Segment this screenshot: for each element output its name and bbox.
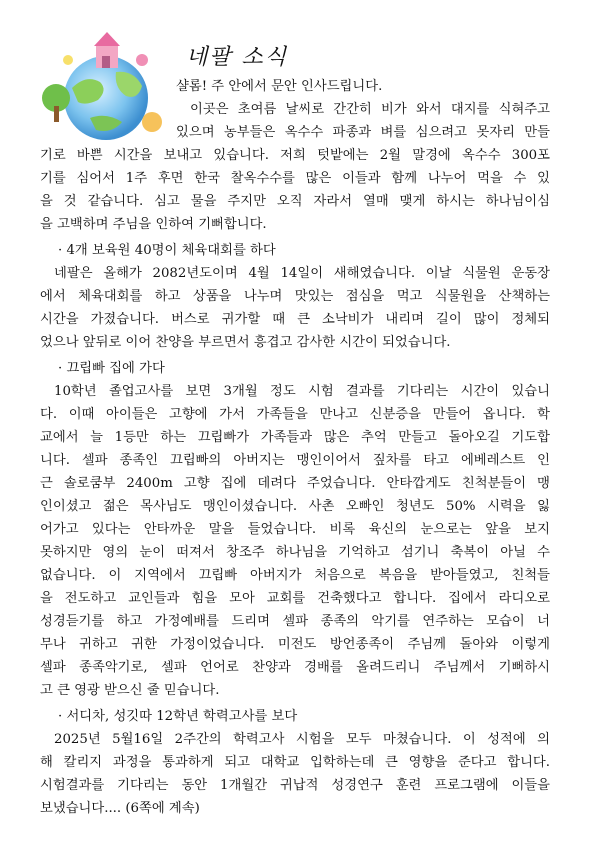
section-line: 근 솔로쿰부 2400m 고향 집에 데려다 주었습니다. 안타깝게도 친척분들이 맹 (40, 476, 550, 491)
section-line: 에서 체육대회를 하고 상품을 나누며 맛있는 점심을 먹고 식물원을 산책하는 (40, 289, 550, 304)
section-line: 2025년 5월16일 2주간의 학력고사 시험을 모두 마쳤습니다. 이 성적에 의 (54, 732, 550, 747)
intro-line: 이곳은 초여름 날씨로 간간히 비가 와서 대지를 식혀주고 (190, 102, 550, 117)
section-line: 보냈습니다.... (6쪽에 계속) (40, 801, 200, 816)
intro-line: 있으며 농부들은 옥수수 파종과 벼를 심으려고 못자리 만들 (176, 125, 550, 140)
section-heading: · 끄립빠 집에 가다 (58, 361, 165, 376)
globe-castle-icon (38, 26, 168, 144)
section-line: 다. 이때 아이들은 고향에 가서 가족들을 만나고 신분증을 만들어 옵니다. 학 (40, 407, 550, 422)
section-line: 10학년 졸업고사를 보면 3개월 정도 시험 결과를 기다리는 시간이 있습니 (54, 384, 550, 399)
section-line: 어가고 있다는 안타까운 말을 들었습니다. 비록 육신의 눈으로는 앞을 보지 (40, 522, 550, 537)
section-line: 해 칼리지 과정을 통과하게 되고 대학교 입학하는데 큰 영향을 준다고 합니다. (40, 755, 550, 770)
intro-line: 기를 심어서 1주 후면 한국 찰옥수수를 많은 이들과 함께 나누어 먹을 수 있 (40, 171, 550, 186)
intro-line: 을 고백하며 주님을 인하여 기뻐합니다. (40, 217, 267, 232)
section-line: 었으나 앞뒤로 이어 찬양을 부르면서 흥겹고 감사한 시간이 되었습니다. (40, 335, 451, 350)
section-line: 셀파 종족악기로, 셀파 언어로 찬양과 경배를 올려드리니 주님께서 기뻐하시 (40, 660, 550, 675)
section-heading: · 서디차, 성깃따 12학년 학력고사를 보다 (58, 709, 298, 724)
intro-line: 기로 바쁜 시간을 보내고 있습니다. 저희 텃밭에는 2월 말경에 옥수수 300포 (40, 148, 550, 163)
intro-line: 샬롬! 주 안에서 문안 인사드립니다. (176, 79, 383, 94)
section-line: 시험결과를 기다리는 동안 1개월간 귀납적 성경연구 훈련 프로그램에 이들을 (40, 778, 550, 793)
section-line: 네팔은 올해가 2082년도이며 4월 14일이 새해였습니다. 이날 식물원 운동장 (54, 266, 550, 281)
section-line: 교에서 늘 1등만 하는 끄립빠가 가족들과 많은 추억 만들고 돌아오길 기도합 (40, 430, 550, 445)
section-line: 무나 귀하고 귀한 가정이었습니다. 미전도 방언종족이 주님께 돌아와 이렇게 (40, 637, 550, 652)
intro-line: 을 것 같습니다. 심고 물을 주지만 오직 자라서 열매 맺게 하시는 하나님이심 (40, 194, 550, 209)
section-line: 인이셨고 젊은 목사님도 맹인이셨습니다. 사촌 오빠인 청년도 50% 시력을 잃 (40, 499, 550, 514)
section-line: 성경듣기를 하고 가정예배를 드리며 셀파 종족의 악기를 연주하는 모습이 너 (40, 614, 550, 629)
section-line: 시간을 가졌습니다. 버스로 귀가할 때 큰 소낙비가 내리며 길이 많이 정체되 (40, 312, 550, 327)
section-line: 니다. 셀파 종족인 끄립빠의 아버지는 맹인이어서 짚차를 타고 에베레스트 인 (40, 453, 550, 468)
newsletter-title: 네팔 소식 (186, 45, 289, 70)
section-heading: · 4개 보육원 40명이 체육대회를 하다 (58, 243, 276, 258)
section-line: 을 전도하고 교인들과 힘을 모아 교회를 건축했다고 합니다. 집에서 라디오로 (40, 591, 550, 606)
section-line: 못하지만 영의 눈이 떠져서 창조주 하나님을 기억하고 섬기니 축복이 아닐 수 (40, 545, 550, 560)
section-line: 없습니다. 이 지역에서 끄립빠 아버지가 처음으로 복음을 받아들였고, 친척들 (40, 568, 550, 583)
section-line: 고 큰 영광 받으신 줄 믿습니다. (40, 683, 220, 698)
